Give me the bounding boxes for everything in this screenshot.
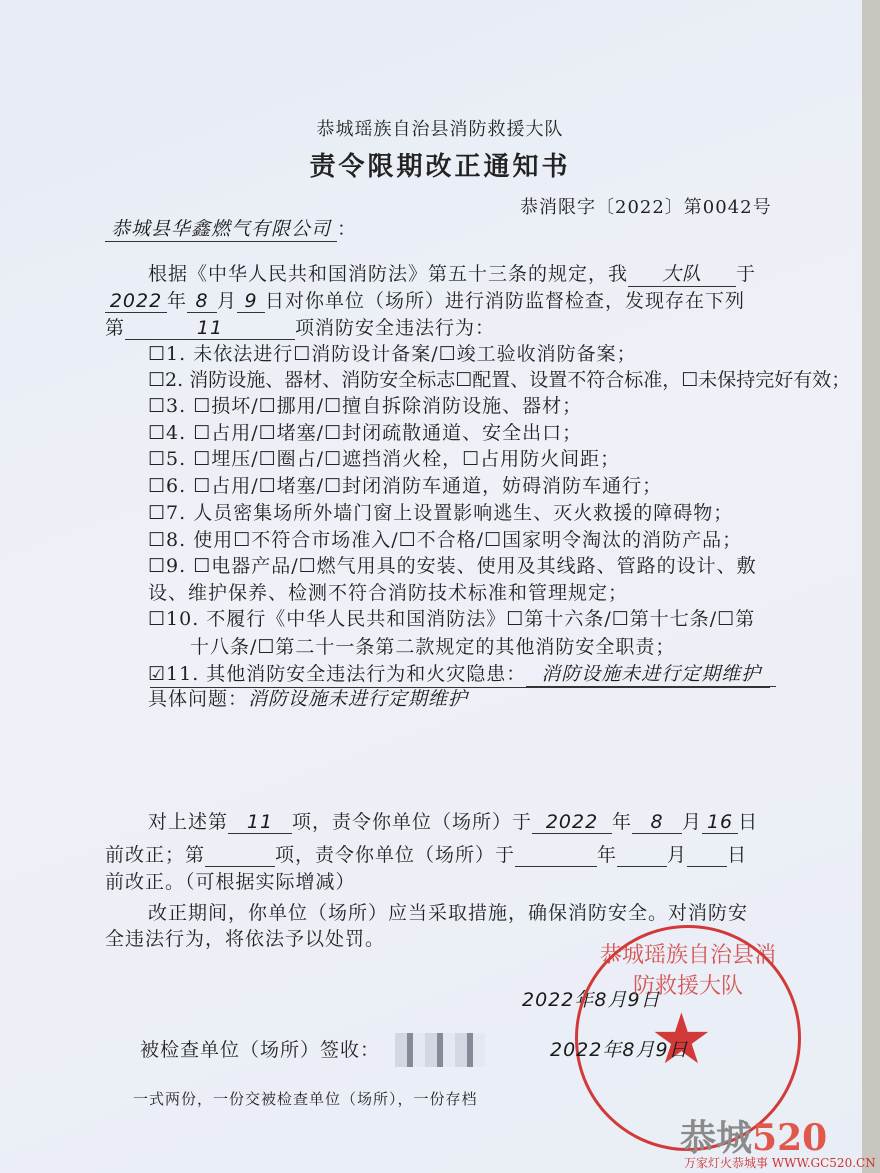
- violation-item-9: ☐9. ☐电器产品/☐燃气用具的安装、使用及其线路、管路的设计、敷: [148, 555, 757, 577]
- specific-problem: 具体问题：消防设施未进行定期维护: [148, 688, 469, 710]
- intro-line-2: 2022 年 8 月 9 日对你单位（场所）进行消防监督检查，发现存在下列: [105, 286, 745, 313]
- star-icon: ★: [650, 998, 713, 1080]
- signature-date: 2022年8月9日: [550, 1039, 689, 1061]
- violation-item-7: ☐7. 人员密集场所外墙门窗上设置影响逃生、灭火救援的障碍物；: [148, 502, 734, 524]
- violation-item-9-cont: 设、维护保养、检测不符合消防技术标准和管理规定；: [148, 582, 629, 604]
- recipient: 恭城县华鑫燃气有限公司 ：: [105, 214, 357, 242]
- watermark-logo: 恭城520: [680, 1117, 828, 1159]
- violation-item-10-cont: 十八条/☐第二十一条第二款规定的其他消防安全职责；: [190, 636, 676, 658]
- redacted-signature: [395, 1033, 485, 1067]
- violation-item-4: ☐4. ☐占用/☐堵塞/☐封闭疏散通道、安全出口；: [148, 422, 583, 444]
- violation-item-1: ☐1. 未依法进行☐消防设计备案/☐竣工验收消防备案；: [148, 343, 637, 365]
- order-line-3: 前改正。（可根据实际增减）: [105, 871, 356, 893]
- document-title: 责令限期改正通知书: [309, 152, 571, 182]
- watermark-slogan: 万家灯火恭城事 WWW.GC520.CN: [684, 1156, 876, 1170]
- violation-item-8: ☐8. 使用☐不符合市场准入/☐不合格/☐国家明令淘汰的消防产品；: [148, 529, 743, 551]
- issue-date: 2022年8月9日: [522, 989, 661, 1011]
- document-number: 恭消限字〔2022〕第0042号: [520, 197, 772, 218]
- signature-label: 被检查单位（场所）签收：: [140, 1039, 381, 1061]
- violation-item-6: ☐6. ☐占用/☐堵塞/☐封闭消防车通道，妨碍消防车通行；: [148, 475, 663, 497]
- intro-line-1: 根据《中华人民共和国消防法》第五十三条的规定，我 大队 于: [148, 259, 756, 287]
- order-line-2: 前改正；第 项，责令你单位（场所）于 年 月 日: [105, 844, 748, 866]
- violation-item-2: ☐2. 消防设施、器材、消防安全标志☐配置、设置不符合标准，☐未保持完好有效；: [148, 369, 851, 391]
- intro-line-3: 第 11 项消防安全违法行为：: [105, 317, 496, 339]
- violation-item-5: ☐5. ☐埋压/☐圈占/☐遮挡消火栓，☐占用防火间距；: [148, 448, 621, 470]
- seal-text: 恭城瑶族自治县消防救援大队: [599, 943, 776, 999]
- issuing-org: 恭城瑶族自治县消防救援大队: [316, 119, 564, 140]
- warning-line-1: 改正期间，你单位（场所）应当采取措施，确保消防安全。对消防安: [148, 902, 749, 924]
- order-line-1: 对上述第 11 项，责令你单位（场所）于 2022 年 8 月 16 日: [148, 811, 759, 833]
- warning-line-2: 全违法行为，将依法予以处罚。: [105, 928, 386, 950]
- violation-item-11: ☑11. 其他消防安全违法行为和火灾隐患： 消防设施未进行定期维护: [148, 659, 776, 687]
- violation-item-3: ☐3. ☐损坏/☐挪用/☐擅自拆除消防设施、器材；: [148, 395, 583, 417]
- copies-note: 一式两份，一份交被检查单位（场所），一份存档: [133, 1090, 478, 1108]
- violation-item-10: ☐10. 不履行《中华人民共和国消防法》☐第十六条/☐第十七条/☐第: [148, 608, 756, 630]
